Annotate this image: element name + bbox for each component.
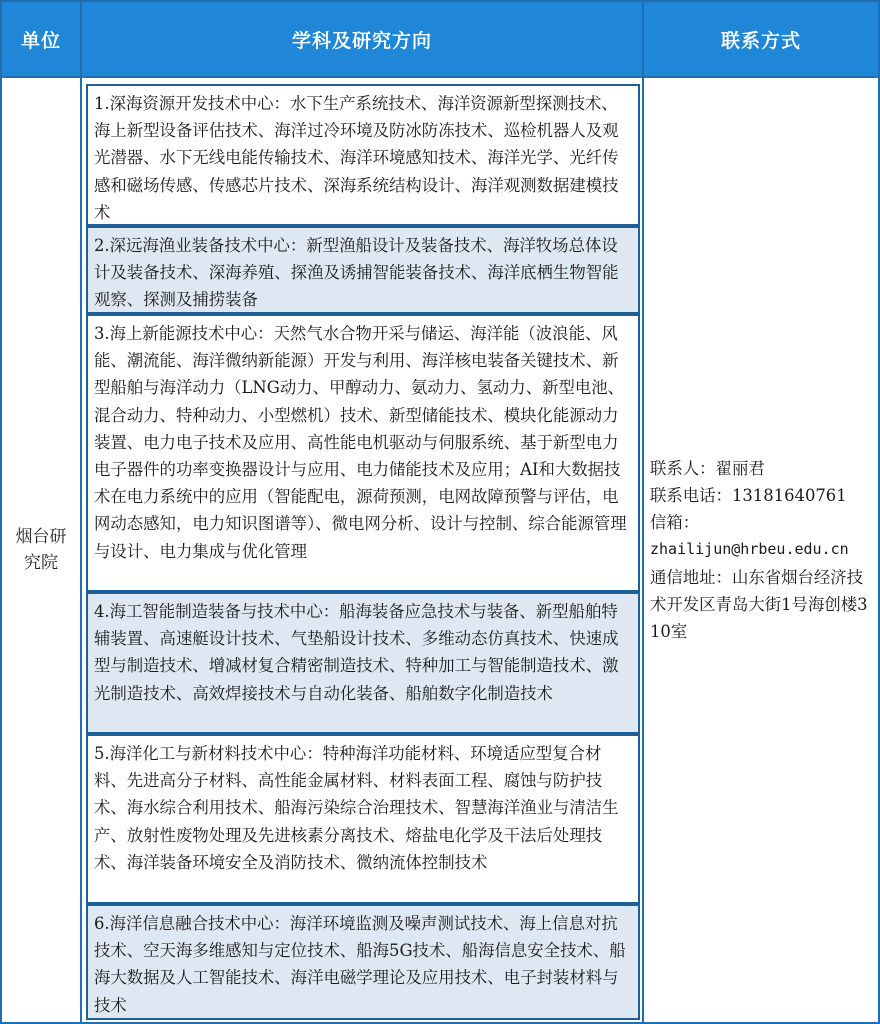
column-divider [80, 2, 82, 1022]
header-contact: 联系方式 [720, 29, 801, 52]
contact-email[interactable]: zhailijun@hrbeu.edu.cn [650, 540, 849, 559]
header-unit: 单位 [20, 29, 61, 52]
research-item: 1.深海资源开发技术中心：水下生产系统技术、海洋资源新型探测技术、海上新型设备评估技术、海洋过冷环境及防冰防冻技术、巡检机器人及观光潜器、水下无线电能传输技术、海洋环境感知技术、海洋光学、光纤传感和磁场传感、传感芯片技术、深海系统结构设计、海洋观测数据建模技术 [86, 84, 640, 226]
research-item: 3.海上新能源技术中心：天然气水合物开采与储运、海洋能（波浪能、风能、潮流能、海洋微纳新能源）开发与利用、海洋核电装备关键技术、新型船舶与海洋动力（LNG动力、甲醇动力、氨动力、氢动力、新型电池、混合动力、特种动力、小型燃机）技术、新型储能技术、模块化能源动力装置、电力电子技术及应用、高性能电机驱动与伺服系统、基于新型电力电子器件的功率变换器设计与应用、电力储能技术及应用；AI和大数据技术在电力系统中的应用（智能配电，源荷预测，电网故障预警与评估，电网动态感知，电力知识图谱等）、微电网分析、设计与控制、综合能源管理与设计、电力集成与优化管理 [86, 314, 640, 592]
contact-cell [648, 78, 876, 1022]
column-divider [642, 2, 644, 1022]
research-item: 2.深远海渔业装备技术中心：新型渔船设计及装备技术、海洋牧场总体设计及装备技术、深海养殖、探渔及诱捕智能装备技术、海洋底栖生物智能观察、探测及捕捞装备 [86, 226, 640, 314]
research-item: 4.海工智能制造装备与技术中心：船海装备应急技术与装备、新型船舶特辅装置、高速艇设计技术、气垫船设计技术、多维动态仿真技术、快速成型与制造技术、增减材复合精密制造技术、特种加工与智能制造技术、激光制造技术、高效焊接技术与自动化装备、船舶数字化制造技术 [86, 592, 640, 734]
contact-address: 通信地址：山东省烟台经济技术开发区青岛大街1号海创楼310室 [650, 567, 868, 641]
research-item: 6.海洋信息融合技术中心：海洋环境监测及噪声测试技术、海上信息对抗技术、空天海多维感知与定位技术、船海5G技术、船海信息安全技术、船海大数据及人工智能技术、海洋电磁学理论及应用技术、电子封装材料与技术 [86, 904, 640, 1020]
contact-email-label: 信箱： [650, 513, 700, 533]
table-header [2, 2, 878, 76]
research-item: 5.海洋化工与新材料技术中心：特种海洋功能材料、环境适应型复合材料、先进高分子材料、高性能金属材料、材料表面工程、腐蚀与防护技术、海水综合利用技术、船海污染综合治理技术、智慧海洋渔业与清洁生产、放射性废物处理及先进核素分离技术、熔盐电化学及干法后处理技术、海洋装备环境安全及消防技术、微纳流体控制技术 [86, 734, 640, 904]
unit-cell [2, 78, 80, 1022]
contact-person: 联系人：翟丽君 [650, 458, 765, 478]
unit-name: 烟台研究院 [15, 527, 67, 573]
header-discipline: 学科及研究方向 [291, 29, 432, 52]
contact-phone: 联系电话：13181640761 [650, 485, 847, 505]
